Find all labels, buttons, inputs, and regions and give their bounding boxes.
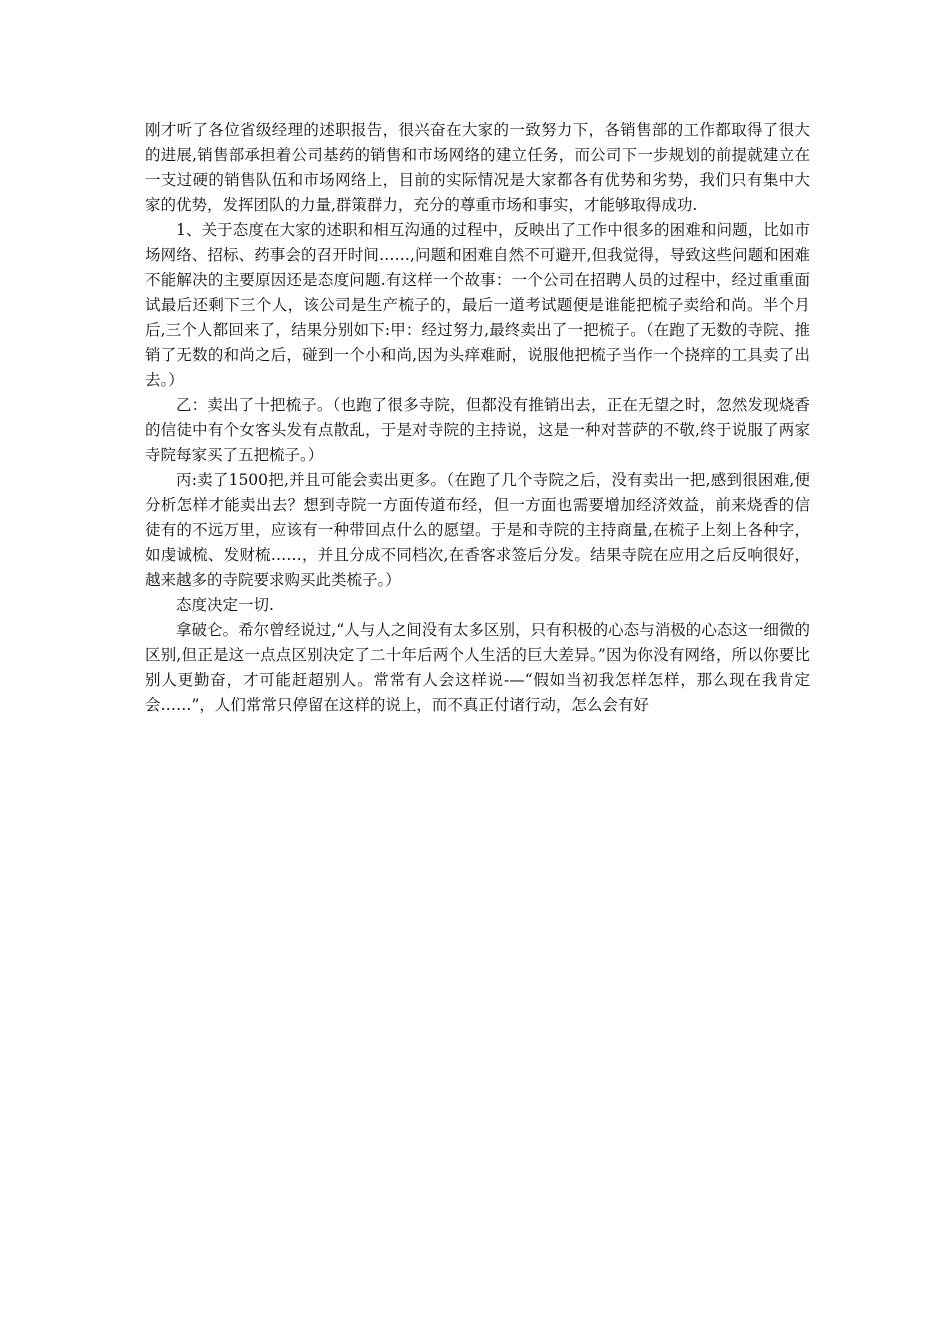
document-body xyxy=(145,118,810,718)
paragraph-napoleon-hill: 拿破仑。希尔曾经说过,“人与人之间没有太多区别，只有积极的心态与消极的心态这一细微的区别,但正是这一点点区别决定了二十年后两个人生活的巨大差异。”因为你没有网络，所以你要比别人更勤奋，才可能赶超别人。常常有人会这样说-—“假如当初我怎样怎样，那么现在我肯定会……”，人们常常只停留在这样的说上，而不真正付诸行动，怎么会有好 xyxy=(145,621,810,714)
paragraph-intro: 刚才听了各位省级经理的述职报告，很兴奋在大家的一致努力下，各销售部的工作都取得了很大的进展,销售部承担着公司基药的销售和市场网络的建立任务，而公司下一步规划的前提就建立在一支过硬的销售队伍和市场网络上，目前的实际情况是大家都各有优势和劣势，我们只有集中大家的优势，发挥团队的力量,群策群力，充分的尊重市场和事实，才能够取得成功. xyxy=(145,121,810,214)
paragraph-attitude-story: 1、关于态度在大家的述职和相互沟通的过程中，反映出了工作中很多的困难和问题，比如市场网络、招标、药事会的召开时间……,问题和困难自然不可避开,但我觉得，导致这些问题和困难不能解决的主要原因还是态度问题.有这样一个故事：一个公司在招聘人员的过程中，经过重重面试最后还剩下三个人，该公司是生产梳子的，最后一道考试题便是谁能把梳子卖给和尚。半个月后,三个人都回来了，结果分别如下:甲：经过努力,最终卖出了一把梳子。（在跑了无数的寺院、推销了无数的和尚之后，碰到一个小和尚,因为头痒难耐，说服他把梳子当作一个挠痒的工具卖了出去。） xyxy=(145,221,810,389)
paragraph-attitude-decides: 态度决定一切. xyxy=(176,596,274,614)
paragraph-yi: 乙：卖出了十把梳子。（也跑了很多寺院，但都没有推销出去，正在无望之时，忽然发现烧香的信徒中有个女客头发有点散乱，于是对寺院的主持说，这是一种对菩萨的不敬,终于说服了两家寺院每家买了五把梳子。） xyxy=(145,396,810,464)
paragraph-bing: 丙:卖了1500把,并且可能会卖出更多。（在跑了几个寺院之后，没有卖出一把,感到很困难,便分析怎样才能卖出去？想到寺院一方面传道布经，但一方面也需要增加经济效益，前来烧香的信徒有的不远万里，应该有一种带回点什么的愿望。于是和寺院的主持商量,在梳子上刻上各种字，如虔诚梳、发财梳……，并且分成不同档次,在香客求签后分发。结果寺院在应用之后反响很好，越来越多的寺院要求购买此类梳子。） xyxy=(145,471,810,589)
